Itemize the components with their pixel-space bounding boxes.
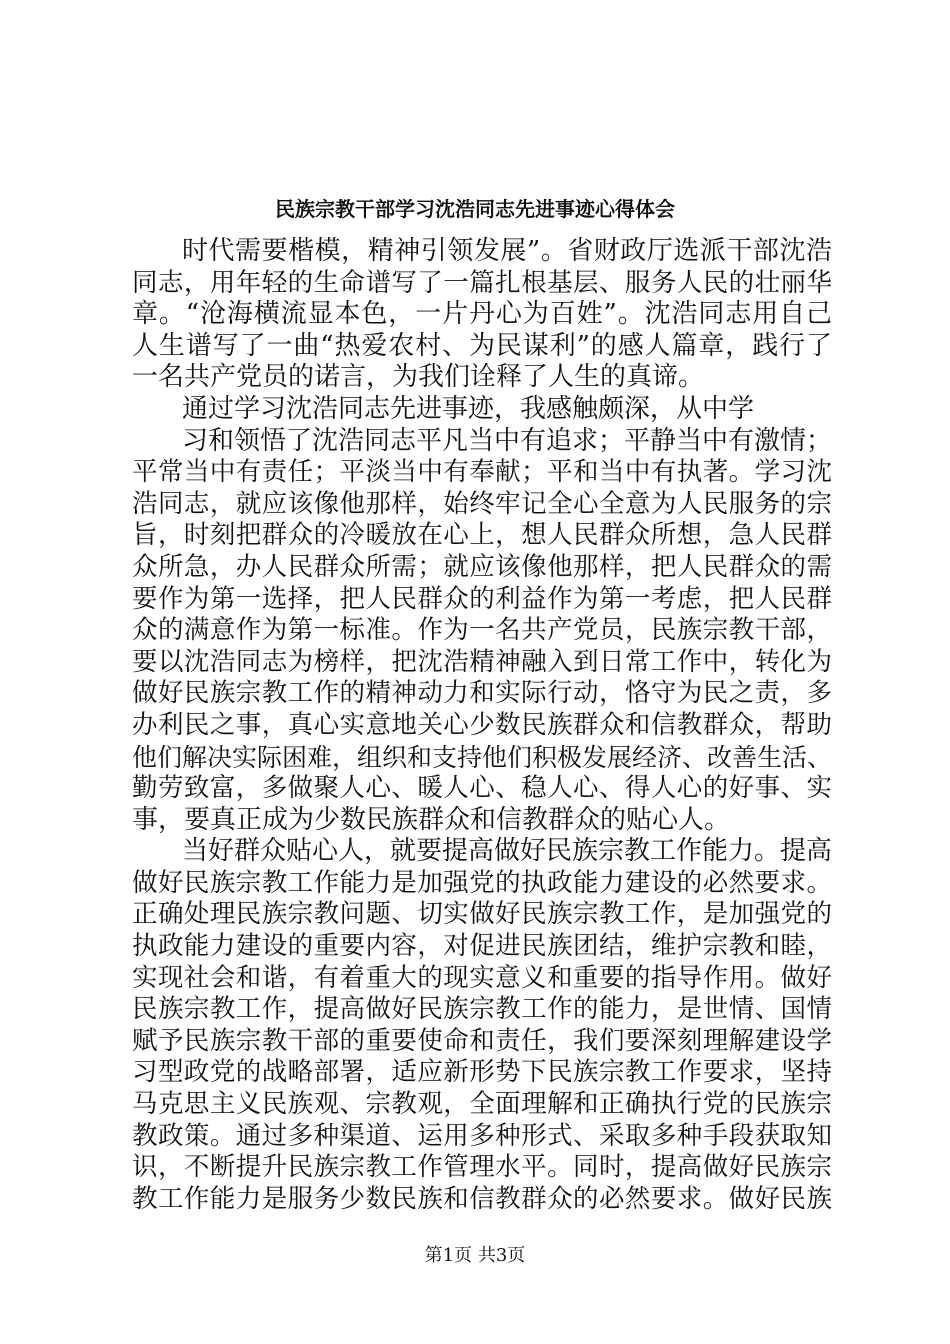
text-line: 勤劳致富，多做聚人心、暖人心、稳人心、得人心的好事、实 — [132, 773, 832, 804]
text-line: 实现社会和谐，有着重大的现实意义和重要的指导作用。做好 — [132, 962, 832, 993]
document-body — [132, 236, 832, 1215]
text-line: 浩同志，就应该像他那样，始终牢记全心全意为人民服务的宗 — [132, 488, 832, 519]
text-line: 同志，用年轻的生命谱写了一篇扎根基层、服务人民的壮丽华 — [132, 267, 832, 298]
document-title: 民族宗教干部学习沈浩同志先进事迹心得体会 — [275, 197, 675, 221]
text-line: 要作为第一选择，把人民群众的利益作为第一考虑，把人民群 — [132, 583, 832, 614]
text-line: 人生谱写了一曲“热爱农村、为民谋利”的感人篇章，践行了 — [132, 330, 832, 361]
text-line: 做好民族宗教工作能力是加强党的执政能力建设的必然要求。 — [132, 867, 832, 898]
text-line: 执政能力建设的重要内容，对促进民族团结，维护宗教和睦， — [132, 931, 832, 962]
text-line: 做好民族宗教工作的精神动力和实际行动，恪守为民之责，多 — [132, 678, 832, 709]
text-line: 识，不断提升民族宗教工作管理水平。同时，提高做好民族宗 — [132, 1152, 832, 1183]
text-line: 章。“沧海横流显本色，一片丹心为百姓”。沈浩同志用自己 — [132, 299, 832, 330]
text-line: 众所急，办人民群众所需；就应该像他那样，把人民群众的需 — [132, 551, 832, 582]
text-line: 旨，时刻把群众的冷暖放在心上，想人民群众所想，急人民群 — [132, 520, 832, 551]
text-line: 办利民之事，真心实意地关心少数民族群众和信教群众，帮助 — [132, 709, 832, 740]
text-line: 众的满意作为第一标准。作为一名共产党员，民族宗教干部， — [132, 615, 832, 646]
text-line: 时代需要楷模，精神引领发展”。省财政厅选派干部沈浩 — [182, 236, 832, 266]
text-line: 平常当中有责任；平淡当中有奉献；平和当中有执著。学习沈 — [132, 457, 832, 488]
text-line: 事，要真正成为少数民族群众和信教群众的贴心人。 — [132, 804, 731, 835]
text-line: 赋予民族宗教干部的重要使命和责任，我们要深刻理解建设学 — [132, 1025, 832, 1056]
page-number-footer: 第1页 共3页 — [424, 1245, 526, 1266]
text-line: 通过学习沈浩同志先进事迹，我感触颇深，从中学 — [182, 393, 755, 424]
text-line: 马克思主义民族观、宗教观，全面理解和正确执行党的民族宗 — [132, 1089, 832, 1120]
text-line: 一名共产党员的诺言，为我们诠释了人生的真谛。 — [132, 362, 705, 393]
text-line: 习和领悟了沈浩同志平凡当中有追求；平静当中有激情； — [182, 425, 833, 456]
text-line: 教工作能力是服务少数民族和信教群众的必然要求。做好民族 — [132, 1183, 832, 1214]
text-line: 民族宗教工作，提高做好民族宗教工作的能力，是世情、国情 — [132, 994, 832, 1025]
text-line: 习型政党的战略部署，适应新形势下民族宗教工作要求，坚持 — [132, 1057, 832, 1088]
text-line: 他们解决实际困难，组织和支持他们积极发展经济、改善生活、 — [132, 742, 833, 772]
text-line: 当好群众贴心人，就要提高做好民族宗教工作能力。提高 — [182, 836, 833, 867]
text-line: 教政策。通过多种渠道、运用多种形式、采取多种手段获取知 — [132, 1120, 832, 1151]
text-line: 正确处理民族宗教问题、切实做好民族宗教工作，是加强党的 — [132, 899, 832, 930]
text-line: 要以沈浩同志为榜样，把沈浩精神融入到日常工作中，转化为 — [132, 646, 832, 677]
